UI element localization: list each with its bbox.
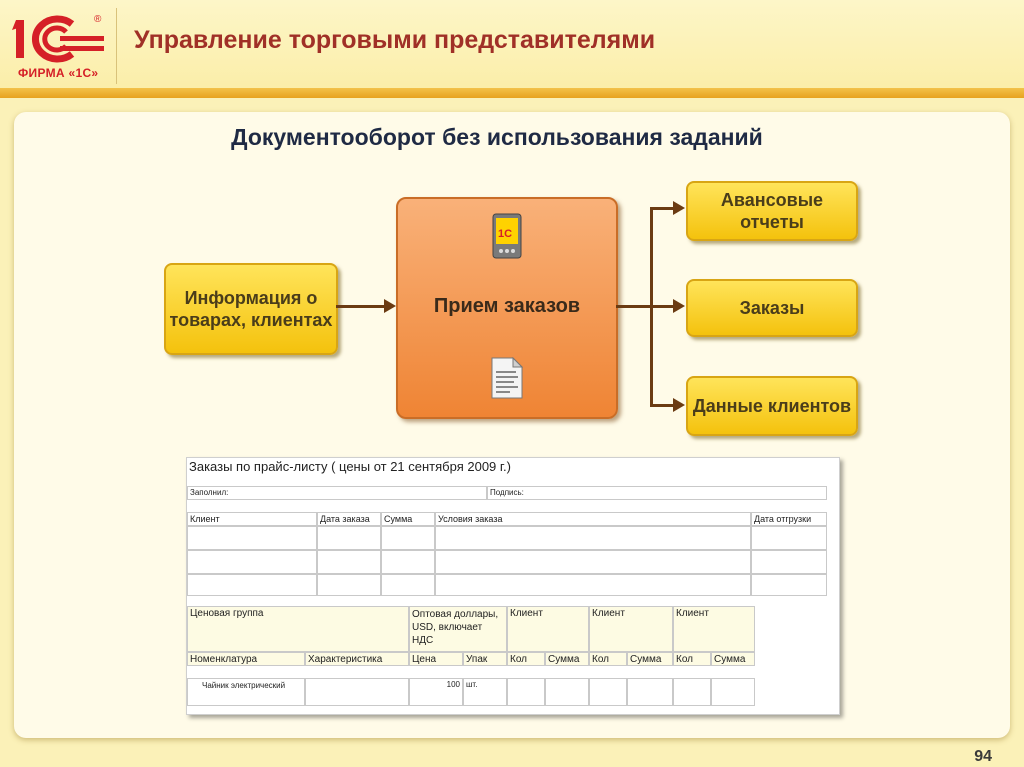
connector-mid [650,305,674,308]
item-header-qty: Кол [589,652,627,666]
orders-header-date: Дата заказа [317,512,381,526]
item-name-cell: Чайник электрический [187,678,305,706]
item-qty-cell [507,678,545,706]
item-header-name: Номенклатура [187,652,305,666]
item-header-characteristic: Характеристика [305,652,409,666]
orders-row [317,574,381,596]
item-header-sum: Сумма [545,652,589,666]
orders-row [317,526,381,550]
client-header: Клиент [673,606,755,652]
header-rule [0,88,1024,98]
orders-row [435,574,751,596]
pda-1c-icon [492,213,522,259]
item-pack-cell: шт. [463,678,507,706]
output-box-label: Авансовые отчеты [720,190,824,232]
item-header-sum: Сумма [627,652,673,666]
center-box-label: Прием заказов [433,295,581,317]
order-form-document [186,457,840,715]
arrow-head-icon [673,398,685,412]
item-header-price: Цена [409,652,463,666]
output-box-client-data [686,376,858,436]
arrow-head-icon [673,299,685,313]
orders-row [317,550,381,574]
orders-header-sum: Сумма [381,512,435,526]
item-header-pack: Упак [463,652,507,666]
item-sum-cell [545,678,589,706]
input-box-label: Информация о товарах, клиентах [169,288,333,330]
filled-by-label: Заполнил: [187,486,487,500]
orders-row [751,574,827,596]
connector-bottom [650,404,674,407]
svg-text:1C: 1C [498,228,513,240]
input-box [164,263,338,355]
item-sum-cell [711,678,755,706]
orders-header-terms: Условия заказа [435,512,751,526]
logo-1c [8,8,117,84]
price-group-header: Ценовая группа [187,606,409,652]
orders-row [435,526,751,550]
center-box [396,197,618,419]
item-characteristic-cell [305,678,409,706]
item-qty-cell [589,678,627,706]
output-box-label: Заказы [739,298,805,318]
orders-row [435,550,751,574]
page-title: Управление торговыми представителями [134,26,656,54]
document-icon [491,357,523,399]
item-header-sum: Сумма [711,652,755,666]
logo-text: ФИРМА «1С» [18,66,99,80]
output-box-label: Данные клиентов [692,396,852,416]
item-header-qty: Кол [507,652,545,666]
orders-row [381,550,435,574]
orders-row [187,526,317,550]
item-sum-cell [627,678,673,706]
connector-main [616,305,652,308]
orders-row [751,550,827,574]
output-box-advance-reports [686,181,858,241]
item-price-cell: 100 [409,678,463,706]
connector-top [650,207,674,210]
orders-row [381,526,435,550]
wholesale-header: Оптовая доллары, USD, включает НДС [409,606,507,652]
document-title: Заказы по прайс-листу ( цены от 21 сентября 2009 г.) [189,459,511,474]
output-box-orders [686,279,858,337]
signature-label: Подпись: [487,486,827,500]
diagram-title: Документооборот без использования заданий [231,124,763,150]
orders-row [381,574,435,596]
orders-row [751,526,827,550]
page-number: 94 [974,748,992,765]
orders-row [187,574,317,596]
item-header-qty: Кол [673,652,711,666]
client-header: Клиент [507,606,589,652]
registered-icon: ® [94,14,102,25]
orders-row [187,550,317,574]
item-qty-cell [673,678,711,706]
arrow-head-icon [384,299,396,313]
client-header: Клиент [589,606,673,652]
orders-header-client: Клиент [187,512,317,526]
arrow-input-line [336,305,386,308]
orders-header-shipdate: Дата отгрузки [751,512,827,526]
arrow-head-icon [673,201,685,215]
